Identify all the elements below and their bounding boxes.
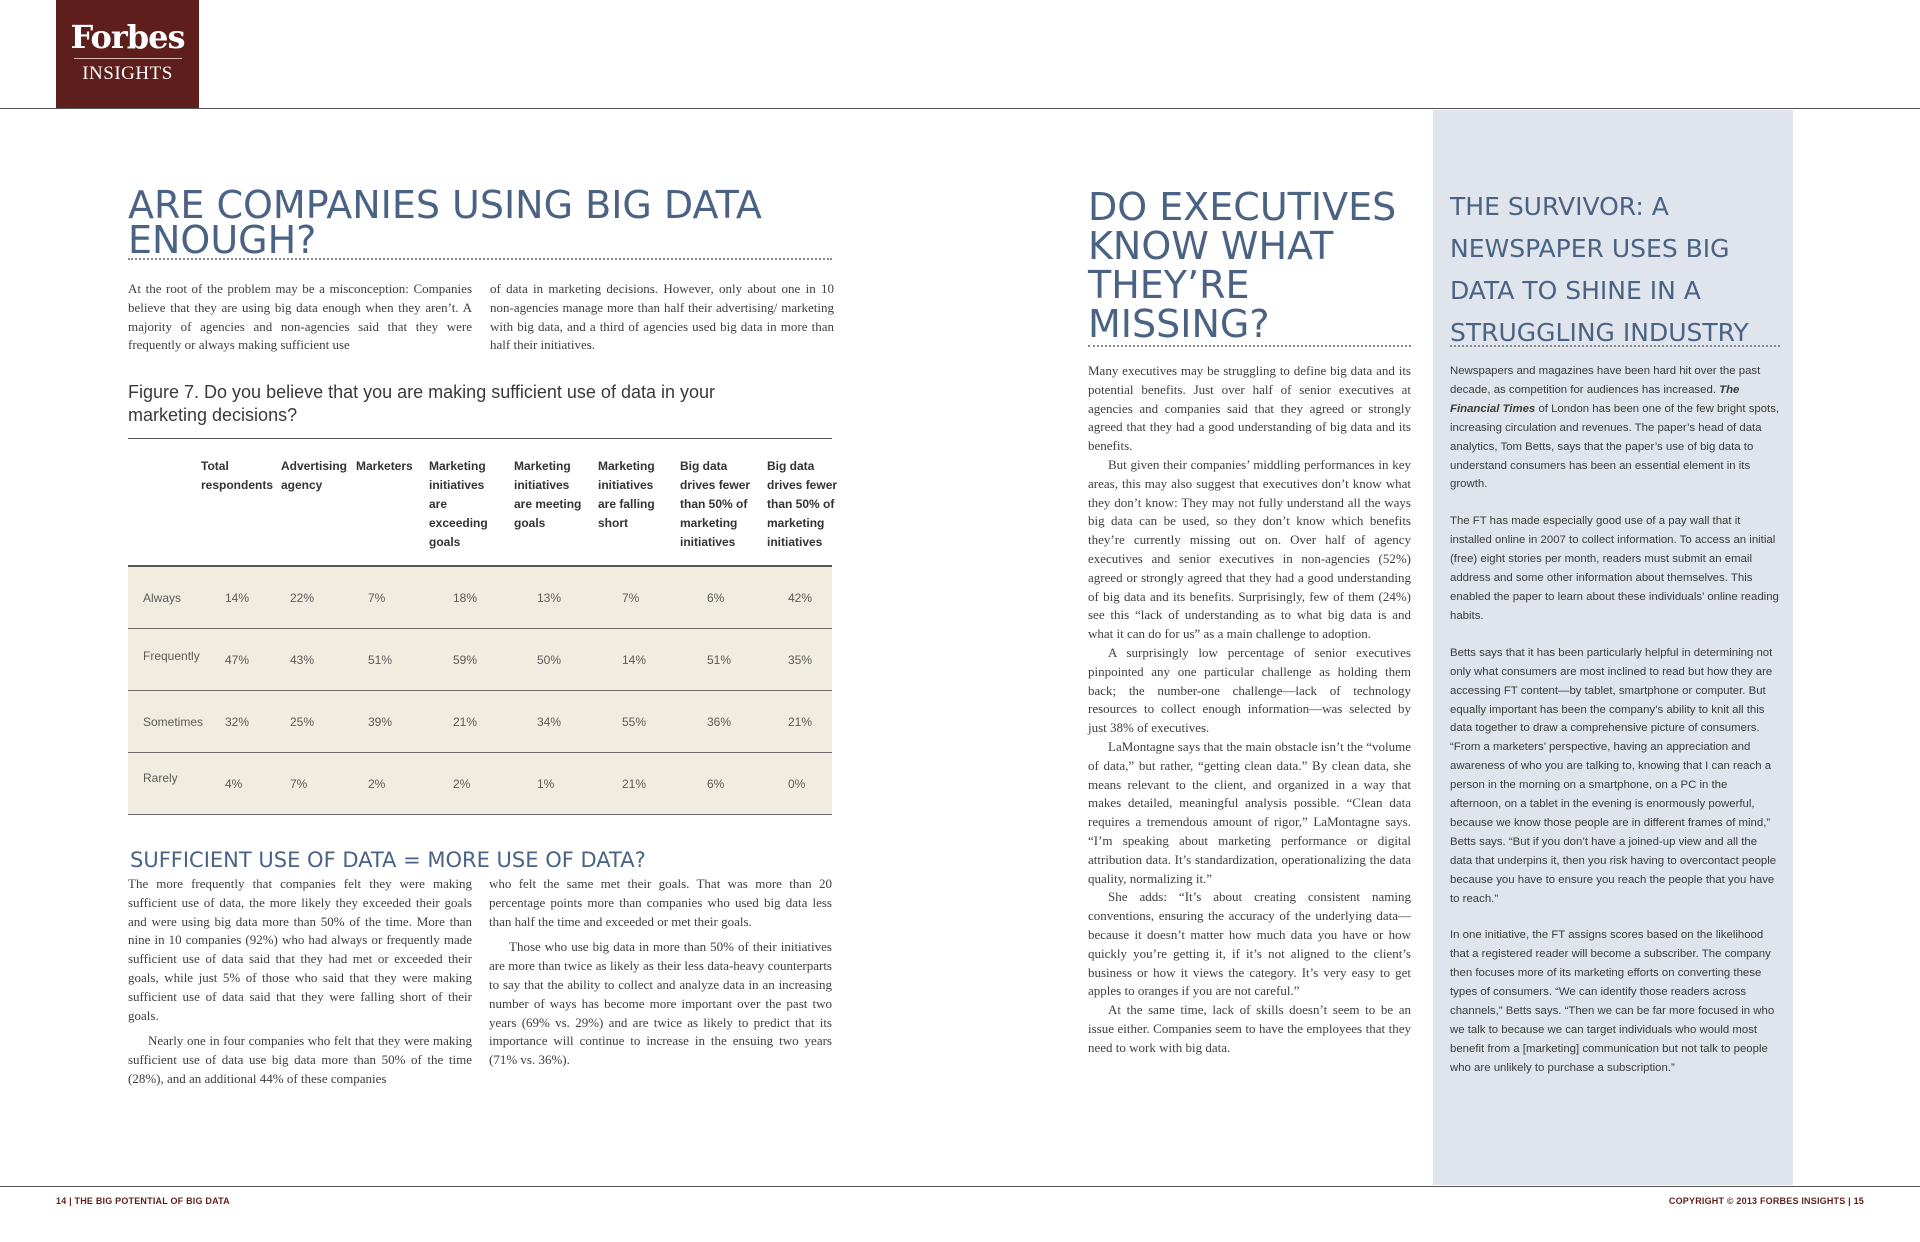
row-label: Always: [143, 591, 182, 605]
right-paragraph-2: But given their companies’ middling performances in key areas, this may also suggest that executives don’t know what they don’t know: They may not fully understand all the ways big data can be used, so they don’t know which benefits they’re currently missing out on. Over half of agency executives and senior executives in non-agencies (52%) agreed or strongly agreed that they had a good understanding of big data and its benefits. Surprisingly, few of them (24%) see this “lack of understanding as to what big data is and what it can do for us” as a main challenge to adoption.: [1088, 456, 1411, 642]
figure-7-table: [128, 438, 838, 815]
body-col-1: [128, 875, 472, 1089]
table-cell: 35%: [788, 653, 813, 667]
table-cell: 55%: [622, 715, 647, 729]
logo-sub: INSIGHTS: [82, 63, 173, 84]
bottom-rule: [0, 1186, 1920, 1187]
body-col-2-paragraph-2: Those who use big data in more than 50% of their initiatives are more than twice as likely as their less data-heavy counterparts to say that the ability to collect and analyze data in an increasing number of ways has become more important over the past two years (69% vs. 29%) and are twice as likely to predict that its importance will continue to increase in the ensuing two years (71% vs. 36%).: [489, 939, 832, 1068]
table-cell: 22%: [290, 591, 315, 605]
sidebar-title-divider: [1450, 345, 1780, 347]
left-title-divider: [128, 258, 832, 260]
forbes-insights-logo[interactable]: [56, 0, 199, 108]
table-row: [128, 567, 832, 629]
right-paragraph-6: At the same time, lack of skills doesn’t seem to be an issue either. Companies seem to have the employees that they need to work with big data.: [1088, 1002, 1411, 1055]
right-paragraph-3: A surprisingly low percentage of senior executives pinpointed any one particular challenge as holding them back; the number-one challenge—lack of technology resources to collect enough information—was selected by just 38% of executives.: [1088, 644, 1411, 736]
row-label: Frequently: [143, 649, 200, 663]
sidebar-title: THE SURVIVOR: A NEWSPAPER USES BIG DATA TO SHINE IN A STRUGGLING INDUSTRY: [1450, 192, 1749, 347]
sidebar-p1-start: Newspapers and magazines have been hard hit over the past decade, as competition for audiences has increased.: [1450, 365, 1761, 396]
col-header-fewer-50: Big data drives fewer than 50% of marketing initiatives: [680, 459, 751, 549]
right-paragraph-4: LaMontagne says that the main obstacle isn’t the “volume of data,” but rather, “getting clean data.” By clean data, she means relevant to the client, and organized in a way that makes detailed, meaningful analysis possible. “Clean data requires a tremendous amount of rigor,” LaMontagne says. “I’m speaking about marketing performance or digital attribution data. It’s standardization, operationalizing the data quality, normalizing it.”: [1088, 738, 1411, 886]
table-cell: 50%: [537, 653, 562, 667]
body-col-1-paragraph-2: Nearly one in four companies who felt that they were making sufficient use of data use big data more than 50% of the time (28%), and an additional 44% of these companies: [128, 1033, 472, 1086]
footer-right: COPYRIGHT © 2013 FORBES INSIGHTS | 15: [1668, 1196, 1864, 1206]
table-cell: 32%: [225, 715, 250, 729]
sidebar-paragraph-4: In one initiative, the FT assigns scores based on the likelihood that a registered reader will become a subscriber. The company then focuses more of its marketing efforts on converting these types of consumers. “We can identify those readers across channels,” Betts says. “Then we can be far more focused in who we talk to because we can target individuals who would most benefit from a [marketing] communication but not talk to people who are unlikely to purchase a subscription.”: [1450, 929, 1775, 1074]
col-header-fewer-50-b: Big data drives fewer than 50% of marketing initiatives: [767, 459, 838, 549]
sidebar-body: [1450, 362, 1781, 1078]
col-header-exceeding: Marketing initiatives are exceeding goals: [429, 459, 488, 549]
col-header-meeting: Marketing initiatives are meeting goals: [514, 459, 582, 530]
table-cell: 42%: [788, 591, 813, 605]
sidebar-paragraph-2: The FT has made especially good use of a pay wall that it installed online in 2007 to collect information. To access an initial (free) eight stories per month, readers must submit an email address and some other information about themselves. This enabled the paper to learn about these individuals’ online reading habits.: [1450, 515, 1779, 622]
figure-title: Figure 7. Do you believe that you are making sufficient use of data in your marketing decisions?: [128, 382, 716, 425]
table-row: [128, 629, 832, 691]
table-cell: 2%: [368, 777, 386, 791]
table-cell: 1%: [537, 777, 555, 791]
table-cell: 13%: [537, 591, 562, 605]
table-cell: 6%: [707, 777, 725, 791]
right-paragraph-5: She adds: “It’s about creating consistent naming conventions, ensuring the accuracy of the underlying data—because it doesn’t matter how much data you have or how quickly you’re getting it, if it’s not aligned to the client’s business or how it views the category. It’s very easy to get apples to oranges if you are not careful.”: [1088, 889, 1411, 999]
section-subheading: SUFFICIENT USE OF DATA = MORE USE OF DATA?: [130, 848, 646, 872]
col-header-marketers: Marketers: [356, 459, 413, 473]
col-header-falling-short: Marketing initiatives are falling short: [598, 459, 655, 530]
right-page-title: DO EXECUTIVES KNOW WHAT THEY’RE MISSING?: [1088, 185, 1397, 346]
sidebar-paragraph-1: [1450, 362, 1781, 494]
logo-name: Forbes: [70, 18, 185, 56]
table-cell: 21%: [788, 715, 813, 729]
sidebar-p1-end: of London has been one of the few bright spots, increasing circulation and revenues. The paper’s head of data analytics, Tom Betts, says that the paper’s use of big data to understand consumers has been an essential element in its growth.: [1450, 402, 1780, 491]
left-page-title: ARE COMPANIES USING BIG DATA ENOUGH?: [128, 183, 762, 262]
table-cell: 6%: [707, 591, 725, 605]
footer-left: 14 | THE BIG POTENTIAL OF BIG DATA: [56, 1196, 230, 1206]
table-cell: 2%: [453, 777, 471, 791]
right-body: [1088, 362, 1411, 1057]
sidebar-p1-emphasis: The Financial Times: [1450, 383, 1740, 415]
table-cell: 43%: [290, 653, 315, 667]
top-rule: [0, 108, 1920, 109]
table-header: [128, 439, 838, 565]
right-title-divider: [1088, 345, 1411, 347]
table-cell: 14%: [622, 653, 647, 667]
body-col-1-paragraph-1: The more frequently that companies felt they were making sufficient use of data, the more likely they exceeded their goals and were using big data more than 50% of the time. More than nine in 10 companies (92%) who had always or frequently made sufficient use of data said that they had met or exceeded their goals, while just 5% of those who said that they were making sufficient use of data said that they were falling short of their goals.: [128, 876, 472, 1023]
table-cell: 14%: [225, 591, 250, 605]
table-cell: 7%: [622, 591, 640, 605]
body-col-2-paragraph-1: who felt the same met their goals. That was more than 20 percentage points more than companies who used big data less than half the time and exceeded or met their goals.: [489, 876, 832, 929]
body-col-2: [489, 875, 832, 1070]
table-cell: 47%: [225, 653, 250, 667]
table-cell: 4%: [225, 777, 243, 791]
table-row: [128, 753, 832, 815]
table-cell: 0%: [788, 777, 806, 791]
table-cell: 51%: [707, 653, 732, 667]
table-cell: 34%: [537, 715, 562, 729]
sidebar-paragraph-3: Betts says that it has been particularly helpful in determining not only what consumers are most inclined to read but how they are accessing FT content—by tablet, smartphone or computer. But equally important has been the company’s ability to knit all this data together to draw a comprehensive picture of consumers. “From a marketers’ perspective, having an appreciation and awareness of who you are talking to, knowing that I can reach a person in the morning on a smartphone, on a PC in the afternoon, on a tablet in the evening is enormously powerful, because we know those people are in different frames of mind,” Betts says. “But if you don’t have a joined-up view and all the data that underpins it, then you risk having to overcontact people because you have to ensure you reach the people that you have to reach.”: [1450, 646, 1777, 905]
row-label: Sometimes: [143, 715, 204, 729]
table-cell: 25%: [290, 715, 315, 729]
table-cell: 59%: [453, 653, 478, 667]
col-header-agency: Advertising agency: [281, 459, 348, 492]
table-cell: 21%: [622, 777, 647, 791]
intro-col-1: At the root of the problem may be a misconception: Companies believe that they are using big data enough when they aren’t. A majority of agencies and non-agencies said that they were frequently or always making sufficient use: [128, 281, 472, 353]
row-label: Rarely: [143, 771, 178, 785]
table-row: [128, 691, 832, 753]
table-cell: 36%: [707, 715, 732, 729]
table-cell: 21%: [453, 715, 478, 729]
table-cell: 18%: [453, 591, 478, 605]
table-cell: 39%: [368, 715, 393, 729]
table-cell: 7%: [368, 591, 386, 605]
col-header-total: Total respondents: [201, 459, 274, 492]
table-cell: 51%: [368, 653, 393, 667]
table-cell: 7%: [290, 777, 308, 791]
intro-col-2: of data in marketing decisions. However, only about one in 10 non-agencies manage more than half their advertising/ marketing with big data, and a third of agencies used big data in more than half their initiatives.: [490, 281, 834, 353]
right-paragraph-1: Many executives may be struggling to define big data and its potential benefits. Just over half of senior executives at agencies and companies said that they agreed or strongly agreed that they had a good understanding of big data and its benefits.: [1088, 363, 1411, 454]
logo-divider: [74, 58, 182, 59]
